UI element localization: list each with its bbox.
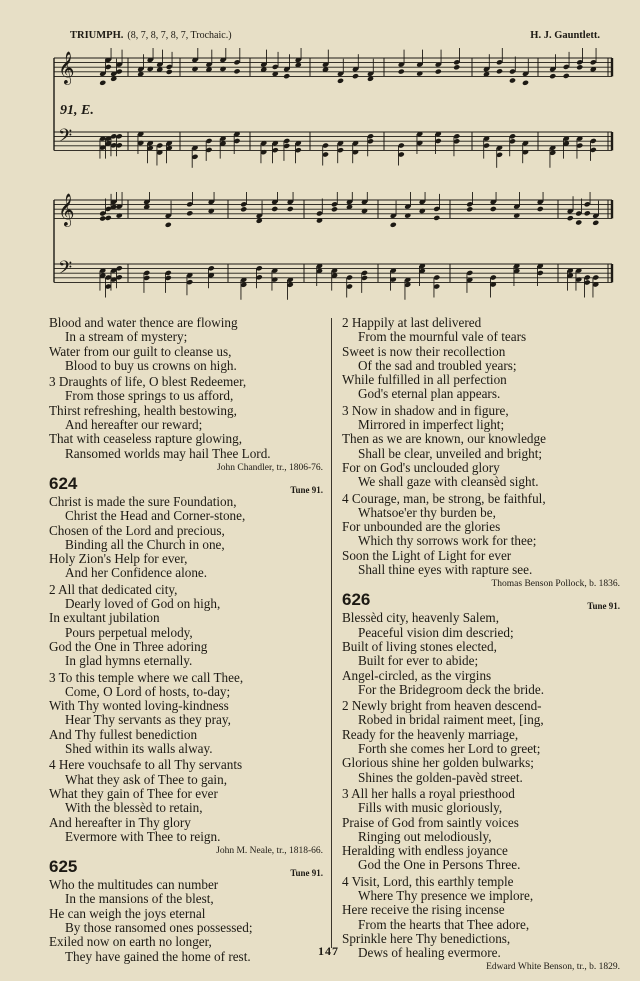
verse-line: 3 To this temple where we call Thee, bbox=[49, 669, 244, 685]
verse-line: In glad hymns eternally. bbox=[65, 653, 193, 669]
verse bbox=[49, 495, 323, 581]
verse-line: We shall gaze with cleansèd sight. bbox=[358, 474, 539, 490]
author-attribution: John Chandler, tr., 1806-76. bbox=[217, 462, 323, 473]
verse-line: Glorious shine her golden bulwarks; bbox=[342, 755, 534, 771]
bass-clef-icon: 𝄢 bbox=[58, 258, 73, 283]
verse-line: Soon the Light of Light for ever bbox=[342, 547, 512, 563]
verse-line: Whatsoe'er thy burden be, bbox=[358, 504, 496, 520]
verse-line: And Thy fullest benediction bbox=[49, 726, 198, 742]
verse-line: Hear Thy servants as they pray, bbox=[65, 712, 231, 728]
verse bbox=[342, 787, 620, 873]
verse-line: Dearly loved of God on high, bbox=[65, 596, 221, 612]
score-system-1 bbox=[52, 48, 614, 170]
note-head bbox=[390, 222, 397, 228]
verse-line: Pours perpetual melody, bbox=[65, 624, 193, 640]
verse bbox=[49, 671, 323, 757]
verse-line: Who the multitudes can number bbox=[49, 877, 219, 893]
hymn-number: 625 bbox=[49, 857, 78, 877]
verse-line: Robed in bridal raiment meet, [ing, bbox=[358, 712, 544, 728]
verse bbox=[342, 404, 620, 490]
note-head bbox=[271, 206, 278, 212]
verse-line: What they ask of Thee to gain, bbox=[65, 771, 227, 787]
note-head bbox=[287, 206, 294, 212]
note-head bbox=[352, 73, 359, 79]
verse-line: That with ceaseless rapture glowing, bbox=[49, 431, 242, 447]
verse-line: For unbounded are the glories bbox=[342, 519, 501, 535]
verse-line: Shines the golden-pavèd street. bbox=[358, 769, 523, 785]
note-head bbox=[165, 222, 172, 228]
verse-line: What they gain of Thee for ever bbox=[49, 785, 218, 801]
verse-line: Evermore with Thee to reign. bbox=[65, 828, 221, 844]
verse-line: Dews of healing evermore. bbox=[358, 945, 501, 961]
verse-line: Built for ever to abide; bbox=[358, 653, 479, 669]
verse bbox=[342, 492, 620, 578]
tune-reference: Tune 91. bbox=[290, 868, 323, 879]
verse bbox=[49, 583, 323, 669]
note-head bbox=[166, 69, 173, 75]
hymn-number: 624 bbox=[49, 473, 78, 493]
verse-line: For on God's unclouded glory bbox=[342, 459, 500, 475]
verse-line: Where Thy presence we implore, bbox=[358, 887, 534, 903]
hymn bbox=[49, 316, 323, 474]
verse bbox=[49, 878, 323, 964]
verse-line: Sweet is now their recollection bbox=[342, 343, 506, 359]
music-system-2 bbox=[52, 192, 614, 310]
verse-line: By those ransomed ones possessed; bbox=[65, 919, 253, 935]
note-head bbox=[576, 64, 583, 70]
treble-clef-icon: 𝄞 bbox=[58, 193, 75, 226]
verse-line: In a stream of mystery; bbox=[65, 329, 188, 345]
verse-line: Chosen of the Lord and precious, bbox=[49, 522, 225, 538]
right-column bbox=[342, 316, 620, 976]
verse bbox=[49, 375, 323, 461]
verse-line: Blessèd city, heavenly Salem, bbox=[342, 610, 499, 626]
hymn bbox=[49, 857, 323, 964]
treble-clef-icon: 𝄞 bbox=[58, 51, 75, 84]
verse-line: Fills with music gloriously, bbox=[358, 800, 503, 816]
verse bbox=[49, 758, 323, 844]
page-header bbox=[70, 30, 600, 44]
verse-line: Built of living stones elected, bbox=[342, 638, 497, 654]
hymn-number: 626 bbox=[342, 590, 371, 610]
note-head bbox=[186, 210, 193, 216]
verse-line: Of the sad and troubled years; bbox=[358, 357, 517, 373]
note-head bbox=[105, 215, 112, 221]
note-head bbox=[592, 220, 599, 226]
verse-line: 4 Here vouchsafe to all Thy servants bbox=[49, 757, 243, 773]
verse-line: God the One in Three adoring bbox=[49, 638, 208, 654]
verse-line: 3 Now in shadow and in figure, bbox=[342, 402, 509, 418]
note-head bbox=[567, 215, 574, 221]
verse-line: Ransomed worlds may hail Thee Lord. bbox=[65, 445, 271, 461]
verse-line: Blood to buy us crowns on high. bbox=[65, 357, 237, 373]
verse-line: Ringing out melodiously, bbox=[358, 828, 492, 844]
note-head bbox=[584, 210, 591, 216]
verse-line: Shall be clear, unveiled and bright; bbox=[358, 445, 543, 461]
bass-clef-icon: 𝄢 bbox=[58, 126, 73, 151]
hymn-heading bbox=[49, 857, 323, 879]
verse-line: In the mansions of the blest, bbox=[65, 891, 214, 907]
tune-name: TRIUMPH. (8, 7, 8, 7, 8, 7, Trochaic.) bbox=[70, 30, 232, 41]
verse-line: God's eternal plan appears. bbox=[358, 386, 501, 402]
composer-name: H. J. Gauntlett. bbox=[530, 30, 600, 41]
page-number: 147 bbox=[318, 944, 339, 958]
verse bbox=[342, 699, 620, 785]
verse-line: Shed within its walls alway. bbox=[65, 741, 213, 757]
note-head bbox=[466, 206, 473, 212]
tune-number-label: 91, E. bbox=[60, 103, 94, 118]
note-head bbox=[549, 73, 556, 79]
note-head bbox=[233, 68, 240, 74]
verse-line: Come, O Lord of hosts, to-day; bbox=[65, 683, 231, 699]
verse-line: Ready for the heavenly marriage, bbox=[342, 726, 519, 742]
verse-line: While fulfilled in all perfection bbox=[342, 372, 507, 388]
score-system-2 bbox=[52, 192, 614, 310]
verse-line: 2 All that dedicated city, bbox=[49, 581, 178, 597]
note-head bbox=[453, 64, 460, 70]
note-head bbox=[240, 206, 247, 212]
verse-line: Then as we are known, our knowledge bbox=[342, 431, 546, 447]
verse-line: For the Bridegroom deck the bride. bbox=[358, 681, 545, 697]
hymn-heading bbox=[49, 473, 323, 495]
verse-line: Binding all the Church in one, bbox=[65, 536, 225, 552]
verse-line: He can weigh the joys eternal bbox=[49, 905, 206, 921]
verse-line: Mirrored in imperfect light; bbox=[358, 417, 505, 433]
hymn bbox=[342, 590, 620, 973]
verse-line: Which thy sorrows work for thee; bbox=[358, 533, 537, 549]
note-head bbox=[490, 206, 497, 212]
verse-line: 4 Courage, man, be strong, be faithful, bbox=[342, 490, 546, 506]
verse-line: And her Confidence alone. bbox=[65, 565, 208, 581]
verse-line: From those springs to us afford, bbox=[65, 388, 234, 404]
verse-line: Here receive the rising incense bbox=[342, 902, 505, 918]
verse-line: Sprinkle here Thy benedictions, bbox=[342, 930, 511, 946]
verse-line: With Thy wonted loving-kindness bbox=[49, 698, 229, 714]
verse-line: Water from our guilt to cleanse us, bbox=[49, 343, 232, 359]
verse-line: 2 Happily at last delivered bbox=[342, 315, 482, 330]
verse bbox=[342, 875, 620, 961]
verse-line: Praise of God from saintly voices bbox=[342, 814, 519, 830]
verse-line: From the hearts that Thee adore, bbox=[358, 916, 530, 932]
note-head bbox=[522, 80, 529, 86]
note-head bbox=[331, 206, 338, 212]
note-head bbox=[435, 69, 442, 75]
verse-line: Thirst refreshing, health bestowing, bbox=[49, 402, 237, 418]
note-head bbox=[537, 206, 544, 212]
note-head bbox=[99, 215, 106, 221]
verse-line: Forth she comes her Lord to greet; bbox=[358, 741, 541, 757]
note-head bbox=[563, 73, 570, 79]
note-head bbox=[433, 215, 440, 221]
verse-line: Angel-circled, as the virgins bbox=[342, 667, 492, 683]
verse-line: God the One in Persons Three. bbox=[358, 857, 521, 873]
verse-line: Exiled now on earth no longer, bbox=[49, 934, 212, 950]
note-head bbox=[337, 78, 344, 84]
note-head bbox=[509, 77, 516, 83]
author-attribution: Edward White Benson, tr., b. 1829. bbox=[486, 962, 620, 973]
verse-line: And hereafter our reward; bbox=[65, 417, 203, 433]
verse-line: 3 Draughts of life, O blest Redeemer, bbox=[49, 374, 247, 390]
verse-line: Christ the Head and Corner-stone, bbox=[65, 508, 246, 524]
note-head bbox=[99, 80, 106, 86]
tune-reference: Tune 91. bbox=[290, 484, 323, 495]
verse-line: With the blessèd to retain, bbox=[65, 800, 203, 816]
verse-line: 2 Newly bright from heaven descend- bbox=[342, 698, 542, 714]
note-head bbox=[575, 219, 582, 225]
verse-line: 3 All her halls a royal priesthood bbox=[342, 785, 515, 801]
verse bbox=[342, 611, 620, 697]
verse-line: Holy Zion's Help for ever, bbox=[49, 551, 188, 567]
verse-line: Blood and water thence are flowing bbox=[49, 315, 238, 330]
tune-reference: Tune 91. bbox=[587, 601, 620, 612]
note-head bbox=[496, 68, 503, 74]
author-attribution: Thomas Benson Pollock, b. 1836. bbox=[491, 579, 620, 590]
verse bbox=[49, 316, 323, 373]
verse-line: 4 Visit, Lord, this earthly temple bbox=[342, 873, 514, 889]
hymn bbox=[342, 316, 620, 590]
verse-line: From the mournful vale of tears bbox=[358, 329, 527, 345]
verse-line: Shall thine eyes with rapture see. bbox=[358, 562, 533, 578]
note-head bbox=[398, 69, 405, 75]
author-attribution: John M. Neale, tr., 1818-66. bbox=[216, 846, 323, 857]
note-head bbox=[283, 73, 290, 79]
verse-line: Peaceful vision dim descried; bbox=[358, 624, 514, 640]
verse-line: Heralding with endless joyance bbox=[342, 843, 508, 859]
verse-line: In exultant jubilation bbox=[49, 610, 160, 626]
verse-line: Christ is made the sure Foundation, bbox=[49, 493, 237, 509]
hymn-heading bbox=[342, 590, 620, 612]
verse-line: And hereafter in Thy glory bbox=[49, 814, 191, 830]
column-divider bbox=[331, 318, 332, 948]
tune-meter: (8, 7, 8, 7, 8, 7, Trochaic.) bbox=[127, 30, 232, 41]
left-column bbox=[49, 316, 323, 967]
hymn bbox=[49, 473, 323, 857]
verse-line: They have gained the home of rest. bbox=[65, 948, 251, 964]
verse bbox=[342, 316, 620, 402]
music-system-1 bbox=[52, 48, 614, 170]
